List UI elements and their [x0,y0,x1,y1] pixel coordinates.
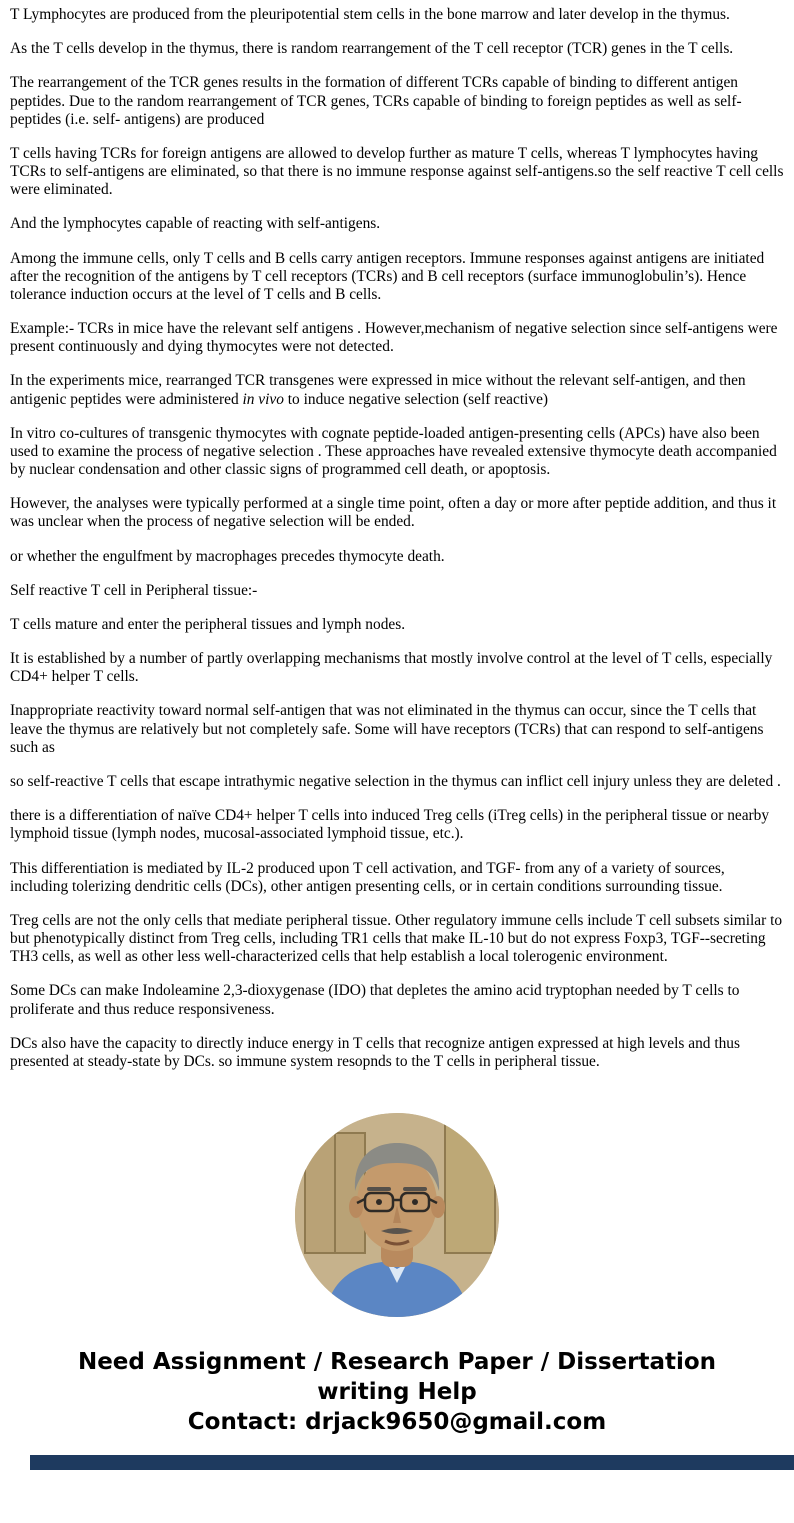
footer [0,1347,794,1437]
paragraph: In vitro co-cultures of transgenic thymocytes with cognate peptide-loaded antigen-presenting cells (APCs) have also been used to examine the process of negative selection . These approaches have revealed extensive thymocyte death accompanied by nuclear condensation and other classic signs of programmed cell death, or apoptosis. [10,424,777,479]
paragraph-text: In the experiments mice, rearranged TCR transgenes were expressed in mice without the relevant self-antigen, and then antigenic peptides were administered [10,372,746,408]
paragraph: And the lymphocytes capable of reacting with self-antigens. [10,215,381,233]
contact-email-text: Contact: drjack9650@gmail.com [187,1409,607,1436]
paragraph: It is established by a number of partly overlapping mechanisms that mostly involve control at the level of T cells, especially CD4+ helper T cells. [10,650,773,686]
presenter-photo-illustration [295,1113,499,1317]
paragraph: so self-reactive T cells that escape intrathymic negative selection in the thymus can inflict cell injury unless they are deleted . [10,772,781,790]
paragraph: T Lymphocytes are produced from the pleuripotential stem cells in the bone marrow and later develop in the thymus. [10,6,730,23]
avatar-section [0,1113,794,1317]
paragraph: DCs also have the capacity to directly induce energy in T cells that recognize antigen expressed at high levels and thus presented at steady-state by DCs. so immune system resopnds to the T cells in peripheral tissue. [10,1034,740,1070]
paragraph-in-vivo [10,372,784,408]
paragraph: Example:- TCRs in mice have the relevant self antigens . However,mechanism of negative selection since self-antigens were present continuously and dying thymocytes were not detected. [10,320,778,356]
paragraph: or whether the engulfment by macrophages precedes thymocyte death. [10,547,445,565]
paragraph: there is a differentiation of naïve CD4+ helper T cells into induced Treg cells (iTreg cells) in the peripheral tissue or nearby lymphoid tissue (lymph nodes, mucosal-associated lymphoid tissue, etc.). [10,807,770,843]
footer-heading-line2: writing Help [317,1379,477,1406]
paragraph: As the T cells develop in the thymus, there is random rearrangement of the T cell receptor (TCR) genes in the T cells. [10,40,734,58]
paragraph: Treg cells are not the only cells that mediate peripheral tissue. Other regulatory immune cells include T cell subsets similar to but phenotypically distinct from Treg cells, including TR1 cells that make IL-10 but do not express Foxp3, TGF--secreting TH3 cells, as well as other less well-characterized cells that help establish a local tolerogenic environment. [10,911,783,966]
presenter-avatar [295,1113,499,1317]
paragraph: Inappropriate reactivity toward normal self-antigen that was not eliminated in the thymus can occur, since the T cells that leave the thymus are relatively but not completely safe. Some will have receptors (TCRs) that can respond to self-antigens such as [10,702,764,756]
paragraph-text: to induce negative selection (self reactive) [283,390,549,408]
bottom-bar [30,1455,794,1470]
paragraph: T cells having TCRs for foreign antigens are allowed to develop further as mature T cells, whereas T lymphocytes having TCRs to self-antigens are eliminated, so that there is no immune response against self-antigens.so the self reactive T cell cells were eliminated. [10,144,784,199]
paragraph: Self reactive T cell in Peripheral tissue:- [10,581,258,599]
footer-heading-line1: Need Assignment / Research Paper / Dissertation [77,1349,717,1376]
paragraph: This differentiation is mediated by IL-2 produced upon T cell activation, and TGF- from any of a variety of sources, including tolerizing dendritic cells (DCs), other antigen presenting cells, or in certain conditions surrounding tissue. [10,859,725,895]
paragraph: Among the immune cells, only T cells and B cells carry antigen receptors. Immune responses against antigens are initiated after the recognition of the antigens by T cell receptors (TCRs) and B cell receptors (surface immunoglobulin’s). Hence tolerance induction occurs at the level of T cells and B cells. [10,249,765,303]
paragraph: However, the analyses were typically performed at a single time point, often a day or more after peptide addition, and thus it was unclear when the process of negative selection will be ended. [10,495,777,531]
paragraph-italic-text: in vivo [242,390,284,408]
paragraph: The rearrangement of the TCR genes results in the formation of different TCRs capable of binding to different antigen peptides. Due to the random rearrangement of TCR genes, TCRs capable of binding to foreign peptides as well as self-peptides (i.e. self- antigens) are produced [10,74,742,128]
paragraph: Some DCs can make Indoleamine 2,3-dioxygenase (IDO) that depletes the amino acid tryptophan needed by T cells to proliferate and thus reduce responsiveness. [10,982,740,1018]
paragraph: T cells mature and enter the peripheral tissues and lymph nodes. [10,615,406,633]
